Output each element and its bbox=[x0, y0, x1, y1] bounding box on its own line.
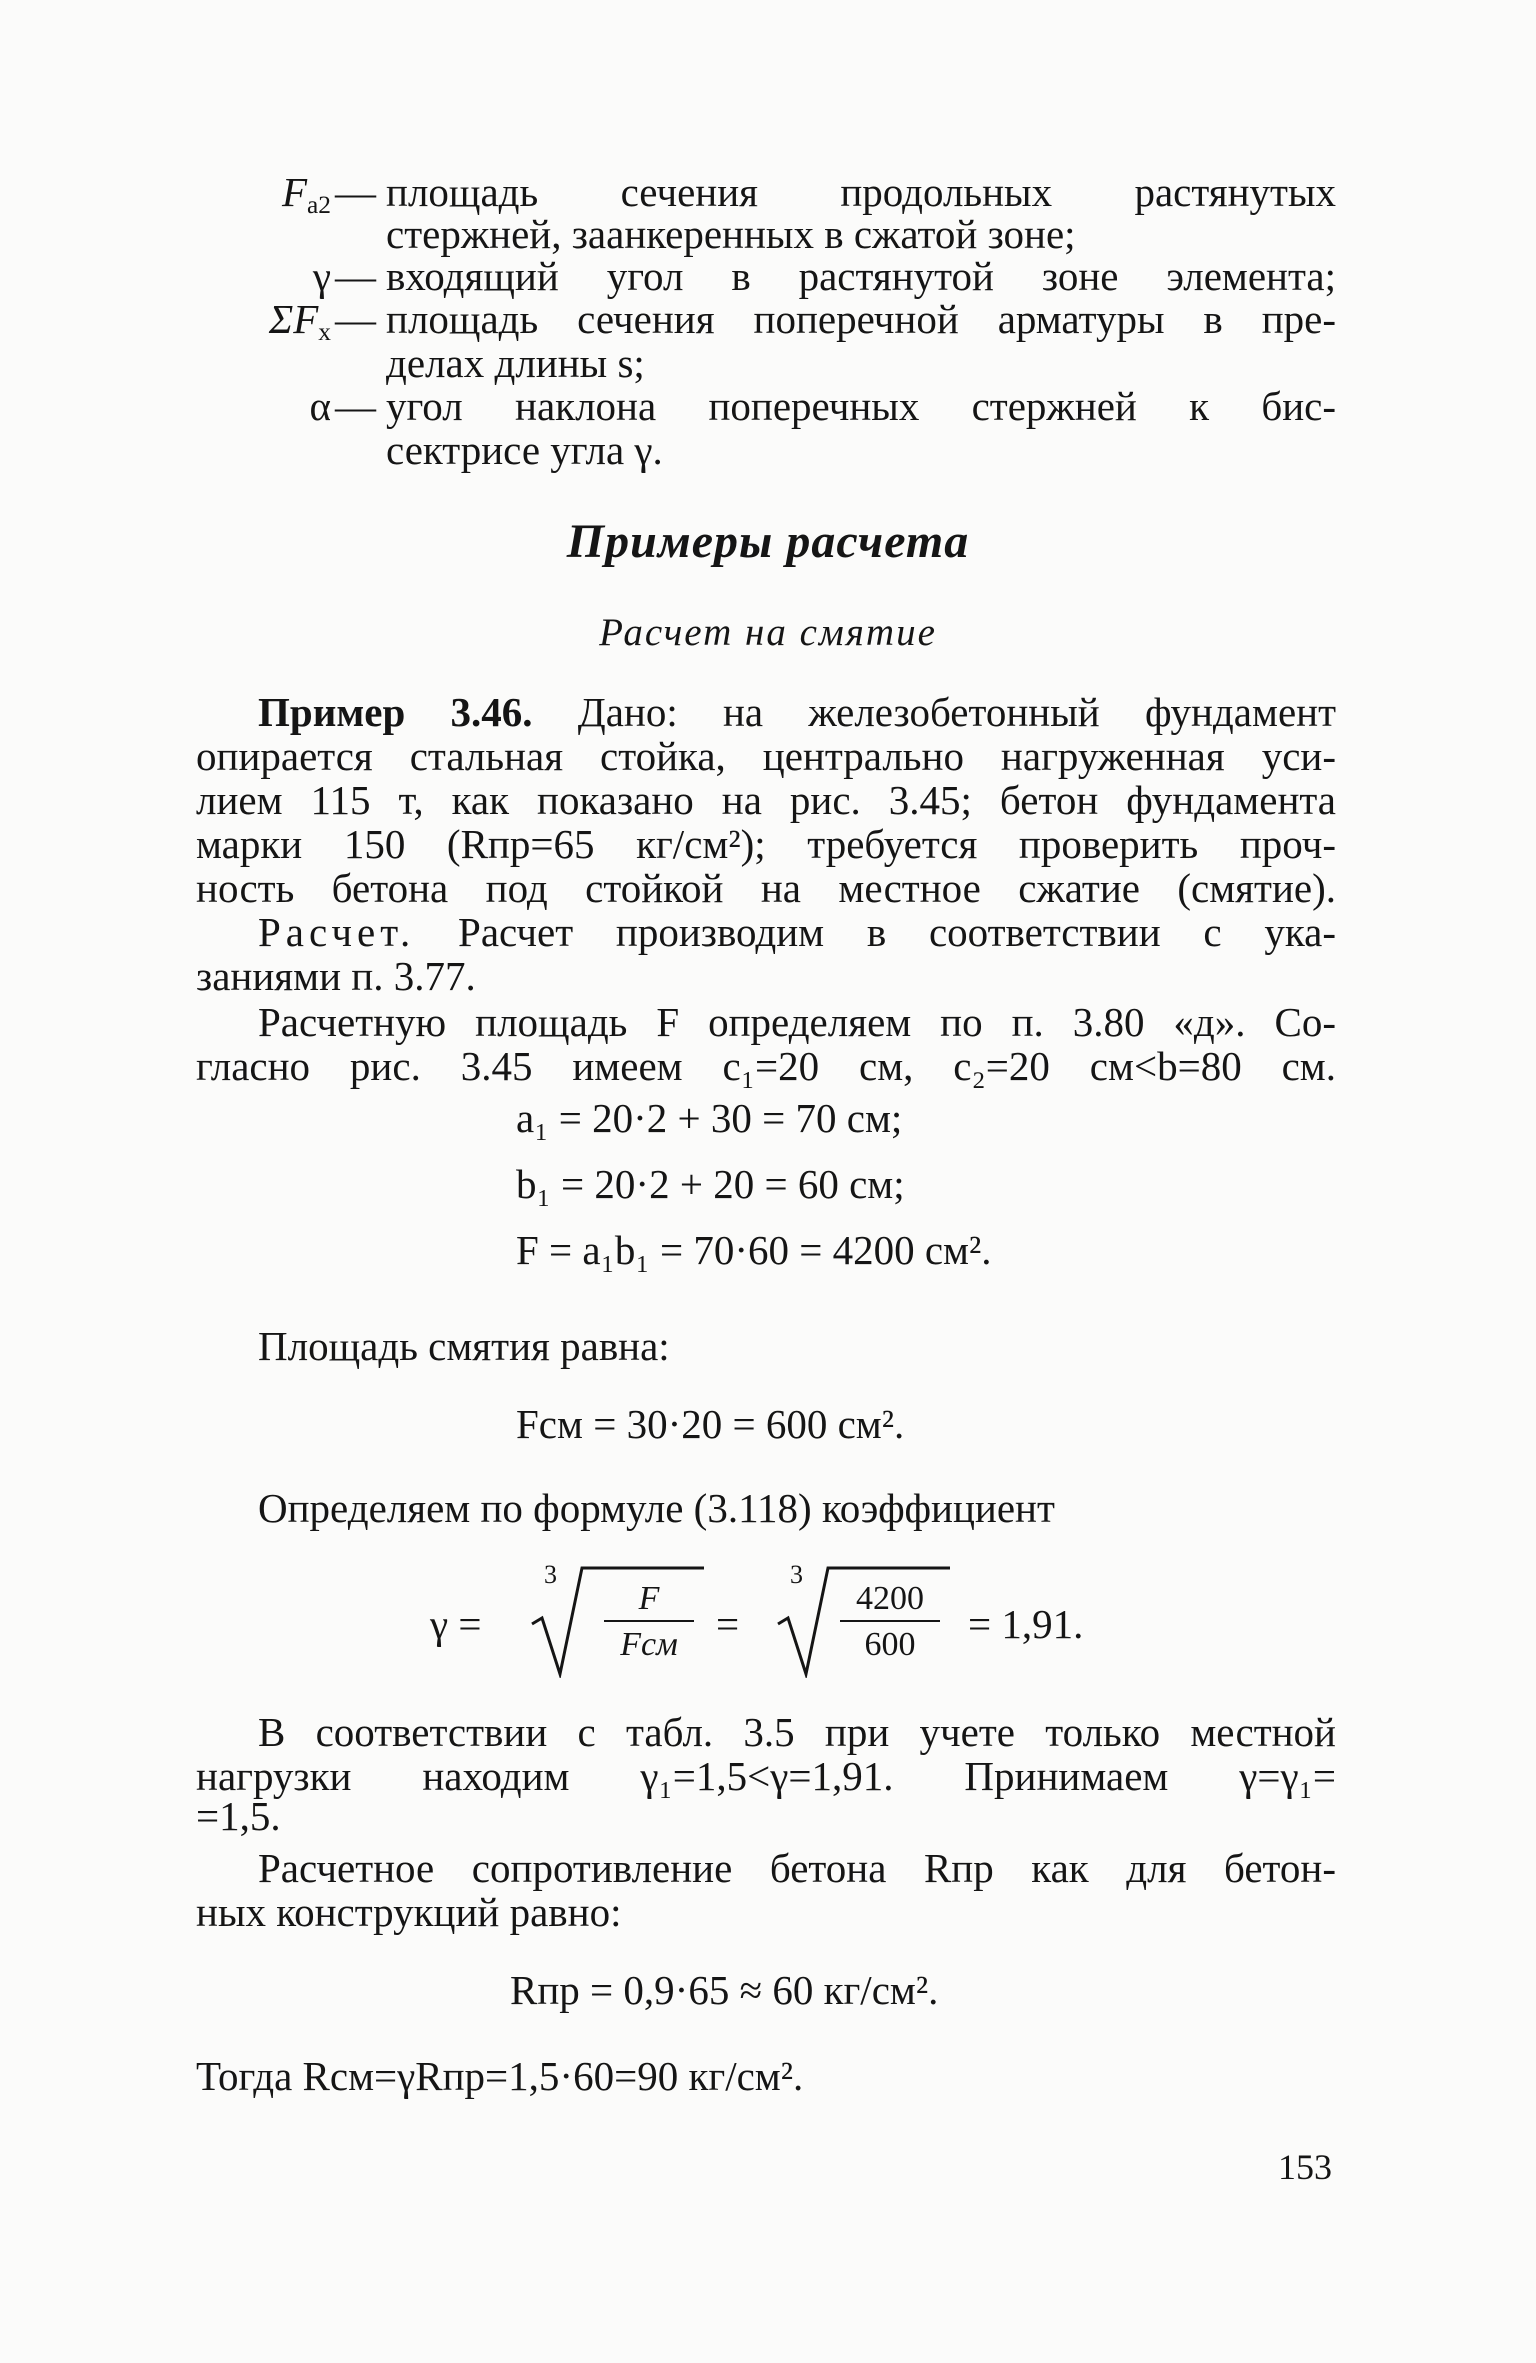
calc-first-line: Расчет. Расчет производим в соответствии с ука- bbox=[258, 909, 1336, 955]
definition-text: угол наклона поперечных стержней к бис- bbox=[386, 383, 1336, 429]
area-line: Расчетную площадь F определяем по п. 3.80 «д». Со- bbox=[258, 999, 1336, 1045]
definition-symbol-Fa2: $F_{а2}—$ bbox=[281, 169, 376, 220]
example-first-line: Пример 3.46. Дано: на железобетонный фундамент bbox=[258, 689, 1336, 735]
area-line: гласно рис. 3.45 имеем c₁=20 см, c₂=20 см<b=80 см. bbox=[196, 1043, 1336, 1089]
table-line: =1,5. bbox=[196, 1793, 281, 1839]
example-line: лием 115 т, как показано на рис. 3.45; бетон фундамента bbox=[196, 777, 1336, 823]
definition-symbol-alpha: α— bbox=[309, 383, 376, 429]
definition-text: площадь сечения поперечной арматуры в пре- bbox=[386, 296, 1336, 342]
definition-text: стержней, заанкеренных в сжатой зоне; bbox=[386, 211, 1076, 257]
gamma-result: = 1,91. bbox=[968, 1601, 1084, 1647]
numerator: 4200 bbox=[856, 1580, 924, 1617]
fraction-4200-over-600 bbox=[840, 1580, 940, 1664]
denominator: Fсм bbox=[620, 1626, 678, 1663]
table-line: В соответствии с табл. 3.5 при учете только местной bbox=[258, 1709, 1336, 1755]
crush-label: Площадь смятия равна: bbox=[258, 1323, 670, 1369]
numerator: F bbox=[638, 1580, 660, 1617]
gamma-lhs: γ = bbox=[430, 1601, 482, 1647]
section-subheading: Расчет на смятие bbox=[599, 611, 937, 654]
definition-text: делах длины s; bbox=[386, 340, 645, 386]
example-line: опирается стальная стойка, центрально нагруженная уси- bbox=[196, 733, 1336, 779]
definition-symbol-gamma: γ— bbox=[312, 253, 376, 299]
formula-Rpr: Rпр = 0,9·65 ≈ 60 кг/см². bbox=[510, 1967, 939, 2013]
equals-sign: = bbox=[716, 1601, 740, 1647]
example-line: марки 150 (Rпр=65 кг/см²); требуется проверить проч- bbox=[196, 821, 1336, 867]
formula-Fsm: Fсм = 30·20 = 600 см². bbox=[516, 1401, 905, 1447]
fraction-F-over-Fsm bbox=[604, 1580, 694, 1664]
fraction-bar bbox=[840, 1620, 940, 1622]
definition-text: площадь сечения продольных растянутых bbox=[386, 169, 1336, 215]
coef-label: Определяем по формуле (3.118) коэффициент bbox=[258, 1485, 1055, 1531]
formula-a1: a₁ = 20·2 + 30 = 70 см; bbox=[516, 1095, 903, 1141]
final-line: Тогда Rсм=γRпр=1,5·60=90 кг/см². bbox=[196, 2053, 804, 2099]
resist-line: Расчетное сопротивление бетона Rпр как для бетон- bbox=[258, 1845, 1336, 1891]
page-number: 153 bbox=[1278, 2147, 1332, 2187]
root-index: 3 bbox=[790, 1560, 803, 1589]
calc-line: заниями п. 3.77. bbox=[196, 953, 476, 999]
formula-F: F = a₁b₁ = 70·60 = 4200 см². bbox=[516, 1227, 992, 1273]
example-line: ность бетона под стойкой на местное сжатие (смятие). bbox=[196, 865, 1336, 911]
denominator: 600 bbox=[864, 1626, 916, 1663]
resist-line: ных конструкций равно: bbox=[196, 1889, 622, 1935]
calc-label: Расчет. bbox=[258, 909, 416, 955]
example-label: Пример 3.46. bbox=[258, 689, 533, 735]
table-line: нагрузки находим γ₁=1,5<γ=1,91. Принимаем γ=γ₁= bbox=[196, 1753, 1336, 1799]
definition-text: сектрисе угла γ. bbox=[386, 427, 663, 473]
root-index: 3 bbox=[544, 1560, 557, 1589]
formula-b1: b₁ = 20·2 + 20 = 60 см; bbox=[516, 1161, 905, 1207]
section-heading: Примеры расчета bbox=[566, 515, 970, 568]
definition-symbol-sumFx: $\Sigma F_x—$ bbox=[268, 296, 376, 347]
definition-text: входящий угол в растянутой зоне элемента; bbox=[386, 253, 1336, 299]
fraction-bar bbox=[604, 1620, 694, 1622]
